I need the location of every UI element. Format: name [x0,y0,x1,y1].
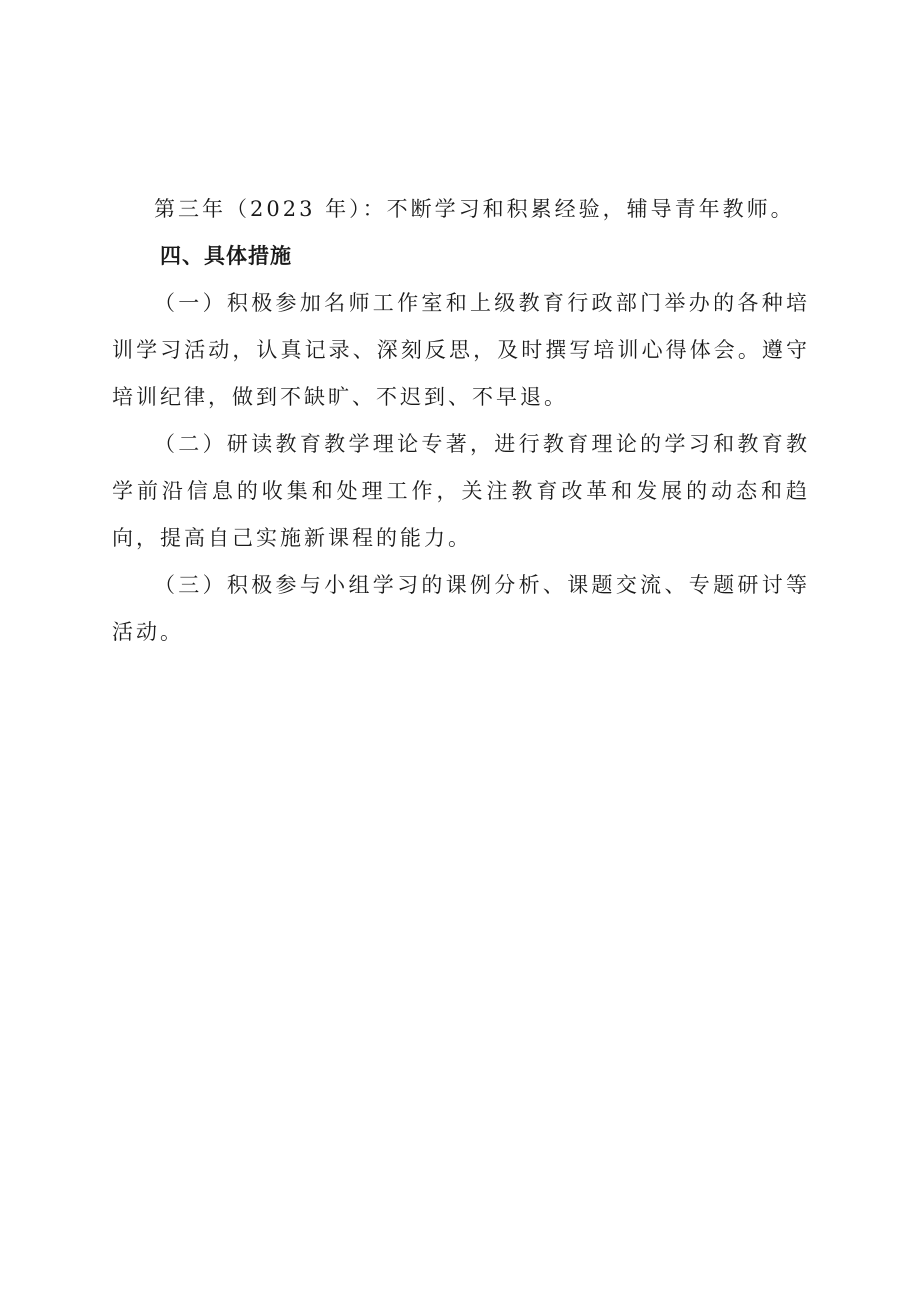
measure-paragraph-3: （三）积极参与小组学习的课例分析、课题交流、专题研讨等活动。 [112,573,810,644]
measure-paragraph-2: （二）研读教育教学理论专著，进行教育理论的学习和教育教学前沿信息的收集和处理工作，关注教育改革和发展的动态和趋向，提高自己实施新课程的能力。 [112,432,810,550]
document-body [112,186,810,656]
year-plan-line: 第三年（2023 年）：不断学习和积累经验，辅导青年教师。 [154,197,795,221]
measure-paragraph-1: （一）积极参加名师工作室和上级教育行政部门举办的各种培训学习活动，认真记录、深刻反思，及时撰写培训心得体会。遵守培训纪律，做到不缺旷、不迟到、不早退。 [112,291,810,409]
section-heading: 四、具体措施 [160,244,292,268]
